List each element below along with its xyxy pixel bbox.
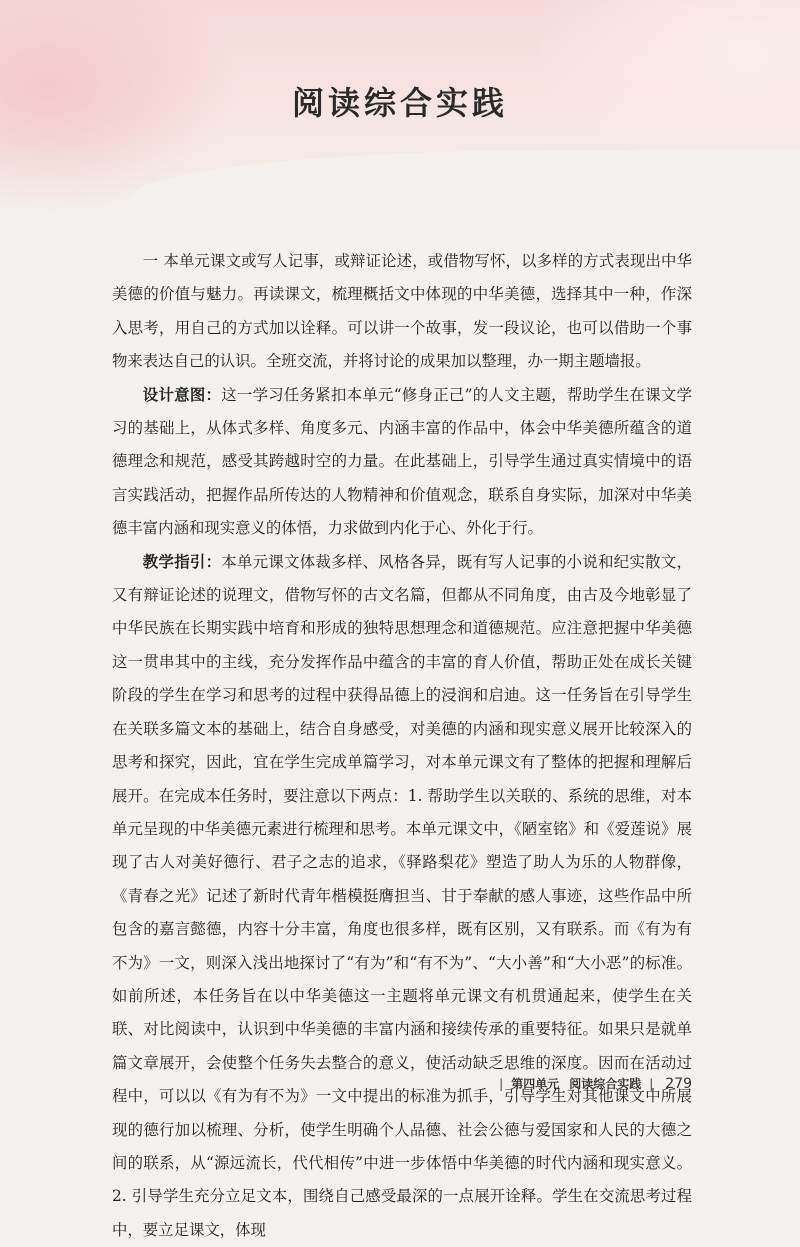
page-title: 阅读综合实践 — [291, 84, 508, 122]
footer-section: 阅读综合实践 — [569, 1077, 642, 1091]
design-intent-label: 设计意图： — [142, 385, 222, 404]
body-text — [112, 245, 692, 1247]
paragraph-teaching-guide — [112, 546, 692, 1247]
teaching-guide-text: 本单元课文体裁多样、风格各异，既有写人记事的小说和纪实散文，又有辩证论述的说理文，借物写怀的古文名篇，但都从不同角度，由古及今地彰显了中华民族在长期实践中培育和形成的独特思想理念和道德规范。应注意把握中华美德这一贯串其中的主线，充分发挥作品中蕴含的丰富的育人价值，帮助正处在成长关键阶段的学生在学习和思考的过程中获得品德上的浸润和启迪。这一任务旨在引导学生在关联多篇文本的基础上，结合自身感受，对美德的内涵和现实意义展开比较深入的思考和探究，因此，宜在学生完成单篇学习，对本单元课文有了整体的把握和理解后展开。在完成本任务时，要注意以下两点：1. 帮助学生以关联的、系统的思维，对本单元呈现的中华美德元素进行梳理和思考。本单元课文中，《陋室铭》和《爱莲说》展现了古人对美好德行、君子之志的追求，《驿路梨花》塑造了助人为乐的人物群像，《青春之光》记述了新时代青年楷模挺膺担当、甘于奉献的感人事迹，这些作品中所包含的嘉言懿德，内容十分丰富，角度也很多样，既有区别，又有联系。而《有为有不为》一文，则深入浅出地探讨了“有为”和“有不为”、“大小善”和“大小恶”的标准。如前所述，本任务旨在以中华美德这一主题将单元课文有机贯通起来，使学生在关联、对比阅读中，认识到中华美德的丰富内涵和接续传承的重要特征。如果只是就单篇文章展开，会使整个任务失去整合的意义，使活动缺乏思维的深度。因而在活动过程中，可以以《有为有不为》一文中提出的标准为抓手，引导学生对其他课文中所展现的德行加以梳理、分析，使学生明确个人品德、社会公德与爱国家和人民的大德之间的联系，从“源远流长，代代相传”中进一步体悟中华美德的时代内涵和现实意义。2. 引导学生充分立足文本，围绕自己感受最深的一点展开诠释。学生在交流思考过程中，要立足课文，体现 — [112, 552, 692, 1239]
teaching-guide-label: 教学指引： — [142, 552, 222, 571]
page-footer — [491, 1075, 692, 1092]
footer-unit: 第四单元 — [511, 1077, 560, 1091]
paragraph-task: 一 本单元课文或写人记事，或辩证论述，或借物写怀，以多样的方式表现出中华美德的价值与魅力。再读课文，梳理概括文中体现的中华美德，选择其中一种，作深入思考，用自己的方式加以诠释。可以讲一个故事，发一段议论，也可以借助一个事物来表达自己的认识。全班交流，并将讨论的成果加以整理，办一期主题墙报。 — [112, 252, 692, 371]
footer-separator-left: | — [499, 1076, 504, 1091]
footer-separator-right: | — [649, 1076, 654, 1091]
paragraph-design-intent — [112, 379, 692, 546]
design-intent-text: 这一学习任务紧扣本单元“修身正己”的人文主题，帮助学生在课文学习的基础上，从体式多样、角度多元、内涵丰富的作品中，体会中华美德所蕴含的道德理念和规范，感受其跨越时空的力量。在此基础上，引导学生通过真实情境中的语言实践活动，把握作品所传达的人物精神和价值观念，联系自身实际，加深对中华美德丰富内涵和现实意义的体悟，力求做到内化于心、外化于行。 — [112, 385, 692, 538]
page-number: 279 — [665, 1075, 692, 1092]
